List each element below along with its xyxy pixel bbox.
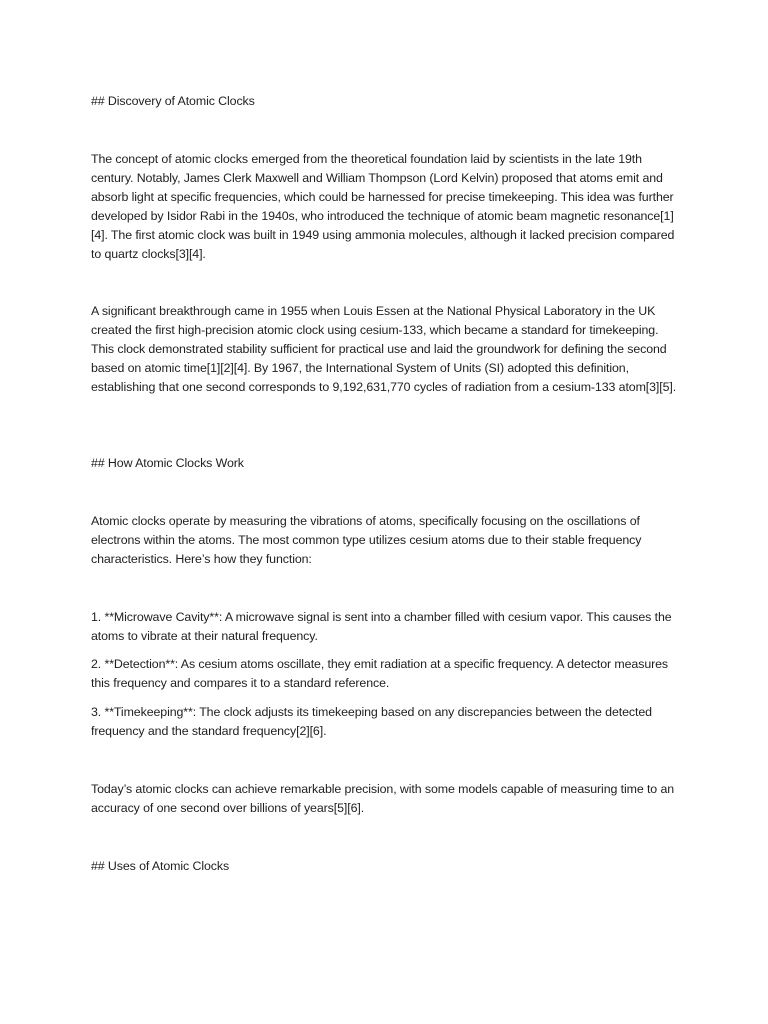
- paragraph-how-clocks-operate: Atomic clocks operate by measuring the vibrations of atoms, specifically focusing on the oscillations of electrons within the atoms. The most common type utilizes cesium atoms due to their stable frequency characteristics. Here’s how they function:: [91, 514, 642, 567]
- list-item-timekeeping: 3. **Timekeeping**: The clock adjusts its timekeeping based on any discrepancies between the detected frequency and the standard frequency[2][6].: [91, 705, 652, 739]
- heading-how-atomic-clocks-work: ## How Atomic Clocks Work: [91, 456, 244, 470]
- paragraph-concept-of-atomic-clocks: The concept of atomic clocks emerged from the theoretical foundation laid by scientists in the late 19th century. Notably, James Clerk Maxwell and William Thompson (Lord Kelvin) proposed that atoms emit and absorb light at specific frequencies, which could be harnessed for precise timekeeping. This idea was further developed by Isidor Rabi in the 1940s, who introduced the technique of atomic beam magnetic resonance[1][4]. The first atomic clock was built in 1949 using ammonia molecules, although it lacked precision compared to quartz clocks[3][4].: [91, 152, 675, 262]
- list-item-microwave-cavity: 1. **Microwave Cavity**: A microwave signal is sent into a chamber filled with cesium vapor. This causes the atoms to vibrate at their natural frequency.: [91, 610, 672, 644]
- paragraph-significant-breakthrough: A significant breakthrough came in 1955 when Louis Essen at the National Physical Laboratory in the UK created the first high-precision atomic clock using cesium-133, which became a standard for timekeeping. This clock demonstrated stability sufficient for practical use and laid the groundwork for defining the second based on atomic time[1][2][4]. By 1967, the International System of Units (SI) adopted this definition, establishing that one second corresponds to 9,192,631,770 cycles of radiation from a cesium-133 atom[3][5].: [91, 304, 677, 395]
- heading-discovery-of-atomic-clocks: ## Discovery of Atomic Clocks: [91, 94, 255, 108]
- list-item-detection: 2. **Detection**: As cesium atoms oscillate, they emit radiation at a specific frequency. A detector measures this frequency and compares it to a standard reference.: [91, 657, 669, 691]
- paragraph-todays-precision: Today’s atomic clocks can achieve remarkable precision, with some models capable of measuring time to an accuracy of one second over billions of years[5][6].: [91, 782, 675, 816]
- heading-uses-of-atomic-clocks: ## Uses of Atomic Clocks: [91, 859, 230, 873]
